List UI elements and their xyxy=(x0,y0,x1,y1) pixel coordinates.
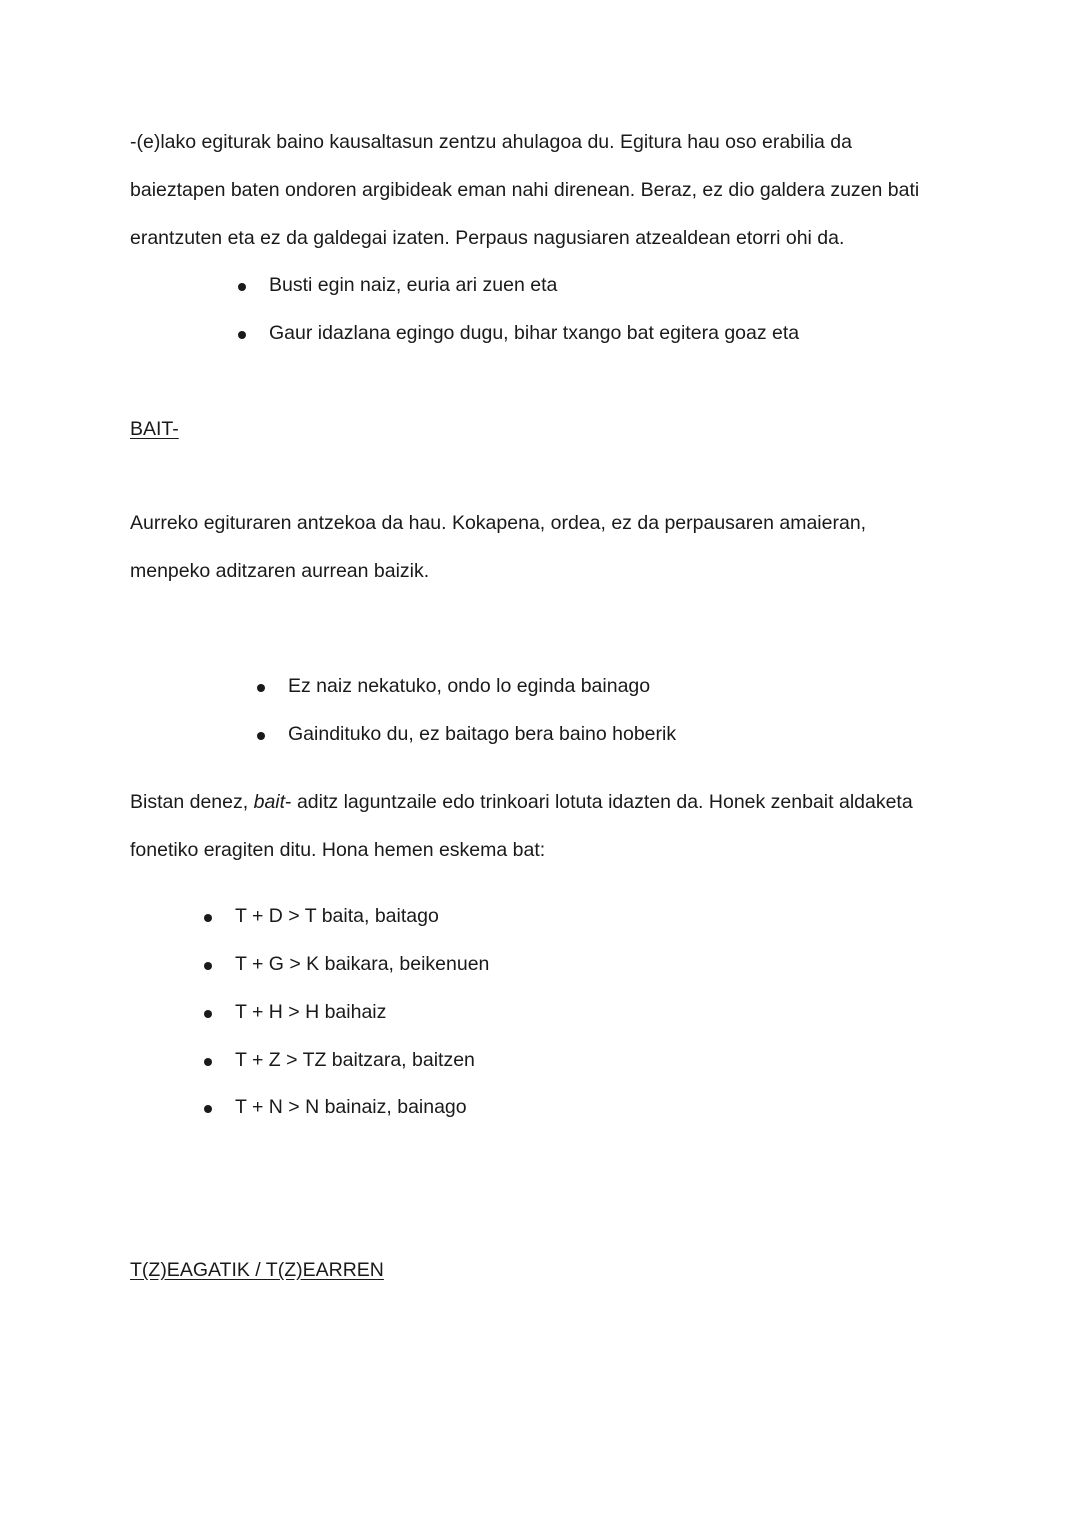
paragraph-line: Aurreko egituraren antzekoa da hau. Kokapena, ordea, ez da perpausaren amaieran, xyxy=(130,512,867,534)
italic-term: bait xyxy=(253,791,286,813)
bullet-icon xyxy=(204,1010,212,1018)
paragraph-line: fonetiko eragiten ditu. Hona hemen eskema bat: xyxy=(130,839,546,861)
bullet-icon xyxy=(204,914,212,922)
list-item-text: T + G > K baikara, beikenuen xyxy=(235,953,490,975)
bullet-icon xyxy=(238,283,246,291)
list-item-text: T + Z > TZ baitzara, baitzen xyxy=(235,1049,475,1071)
list-item-text: Gaur idazlana egingo dugu, bihar txango bat egitera goaz eta xyxy=(269,322,800,344)
paragraph-line xyxy=(130,791,913,814)
paragraph-line: -(e)lako egiturak baino kausaltasun zentzu ahulagoa du. Egitura hau oso erabilia da xyxy=(130,131,852,153)
bullet-icon xyxy=(204,1105,212,1113)
list-item-text: Busti egin naiz, euria ari zuen eta xyxy=(269,274,558,296)
bullet-icon xyxy=(238,331,246,339)
section-heading: T(Z)EAGATIK / T(Z)EARREN xyxy=(130,1259,384,1281)
paragraph-line: baieztapen baten ondoren argibideak eman nahi direnean. Beraz, ez dio galdera zuzen bati xyxy=(130,179,920,201)
list-item-text: T + H > H baihaiz xyxy=(235,1001,387,1023)
list-item-text: Ez naiz nekatuko, ondo lo eginda bainago xyxy=(288,675,651,697)
list-item-text: T + D > T baita, baitago xyxy=(235,905,439,927)
text-segment: - aditz laguntzaile edo trinkoari lotuta idazten da. Honek zenbait aldaketa xyxy=(285,791,913,813)
paragraph-line: erantzuten eta ez da galdegai izaten. Perpaus nagusiaren atzealdean etorri ohi da. xyxy=(130,227,845,249)
list-item-text: T + N > N bainaiz, bainago xyxy=(235,1096,467,1118)
text-segment: Bistan denez, xyxy=(130,791,254,813)
list-item-text: Gaindituko du, ez baitago bera baino hoberik xyxy=(288,723,677,745)
paragraph-line: menpeko aditzaren aurrean baizik. xyxy=(130,560,430,582)
bullet-icon xyxy=(257,732,265,740)
section-heading: BAIT- xyxy=(130,418,179,440)
bullet-icon xyxy=(204,962,212,970)
bullet-icon xyxy=(204,1058,212,1066)
bullet-icon xyxy=(257,684,265,692)
